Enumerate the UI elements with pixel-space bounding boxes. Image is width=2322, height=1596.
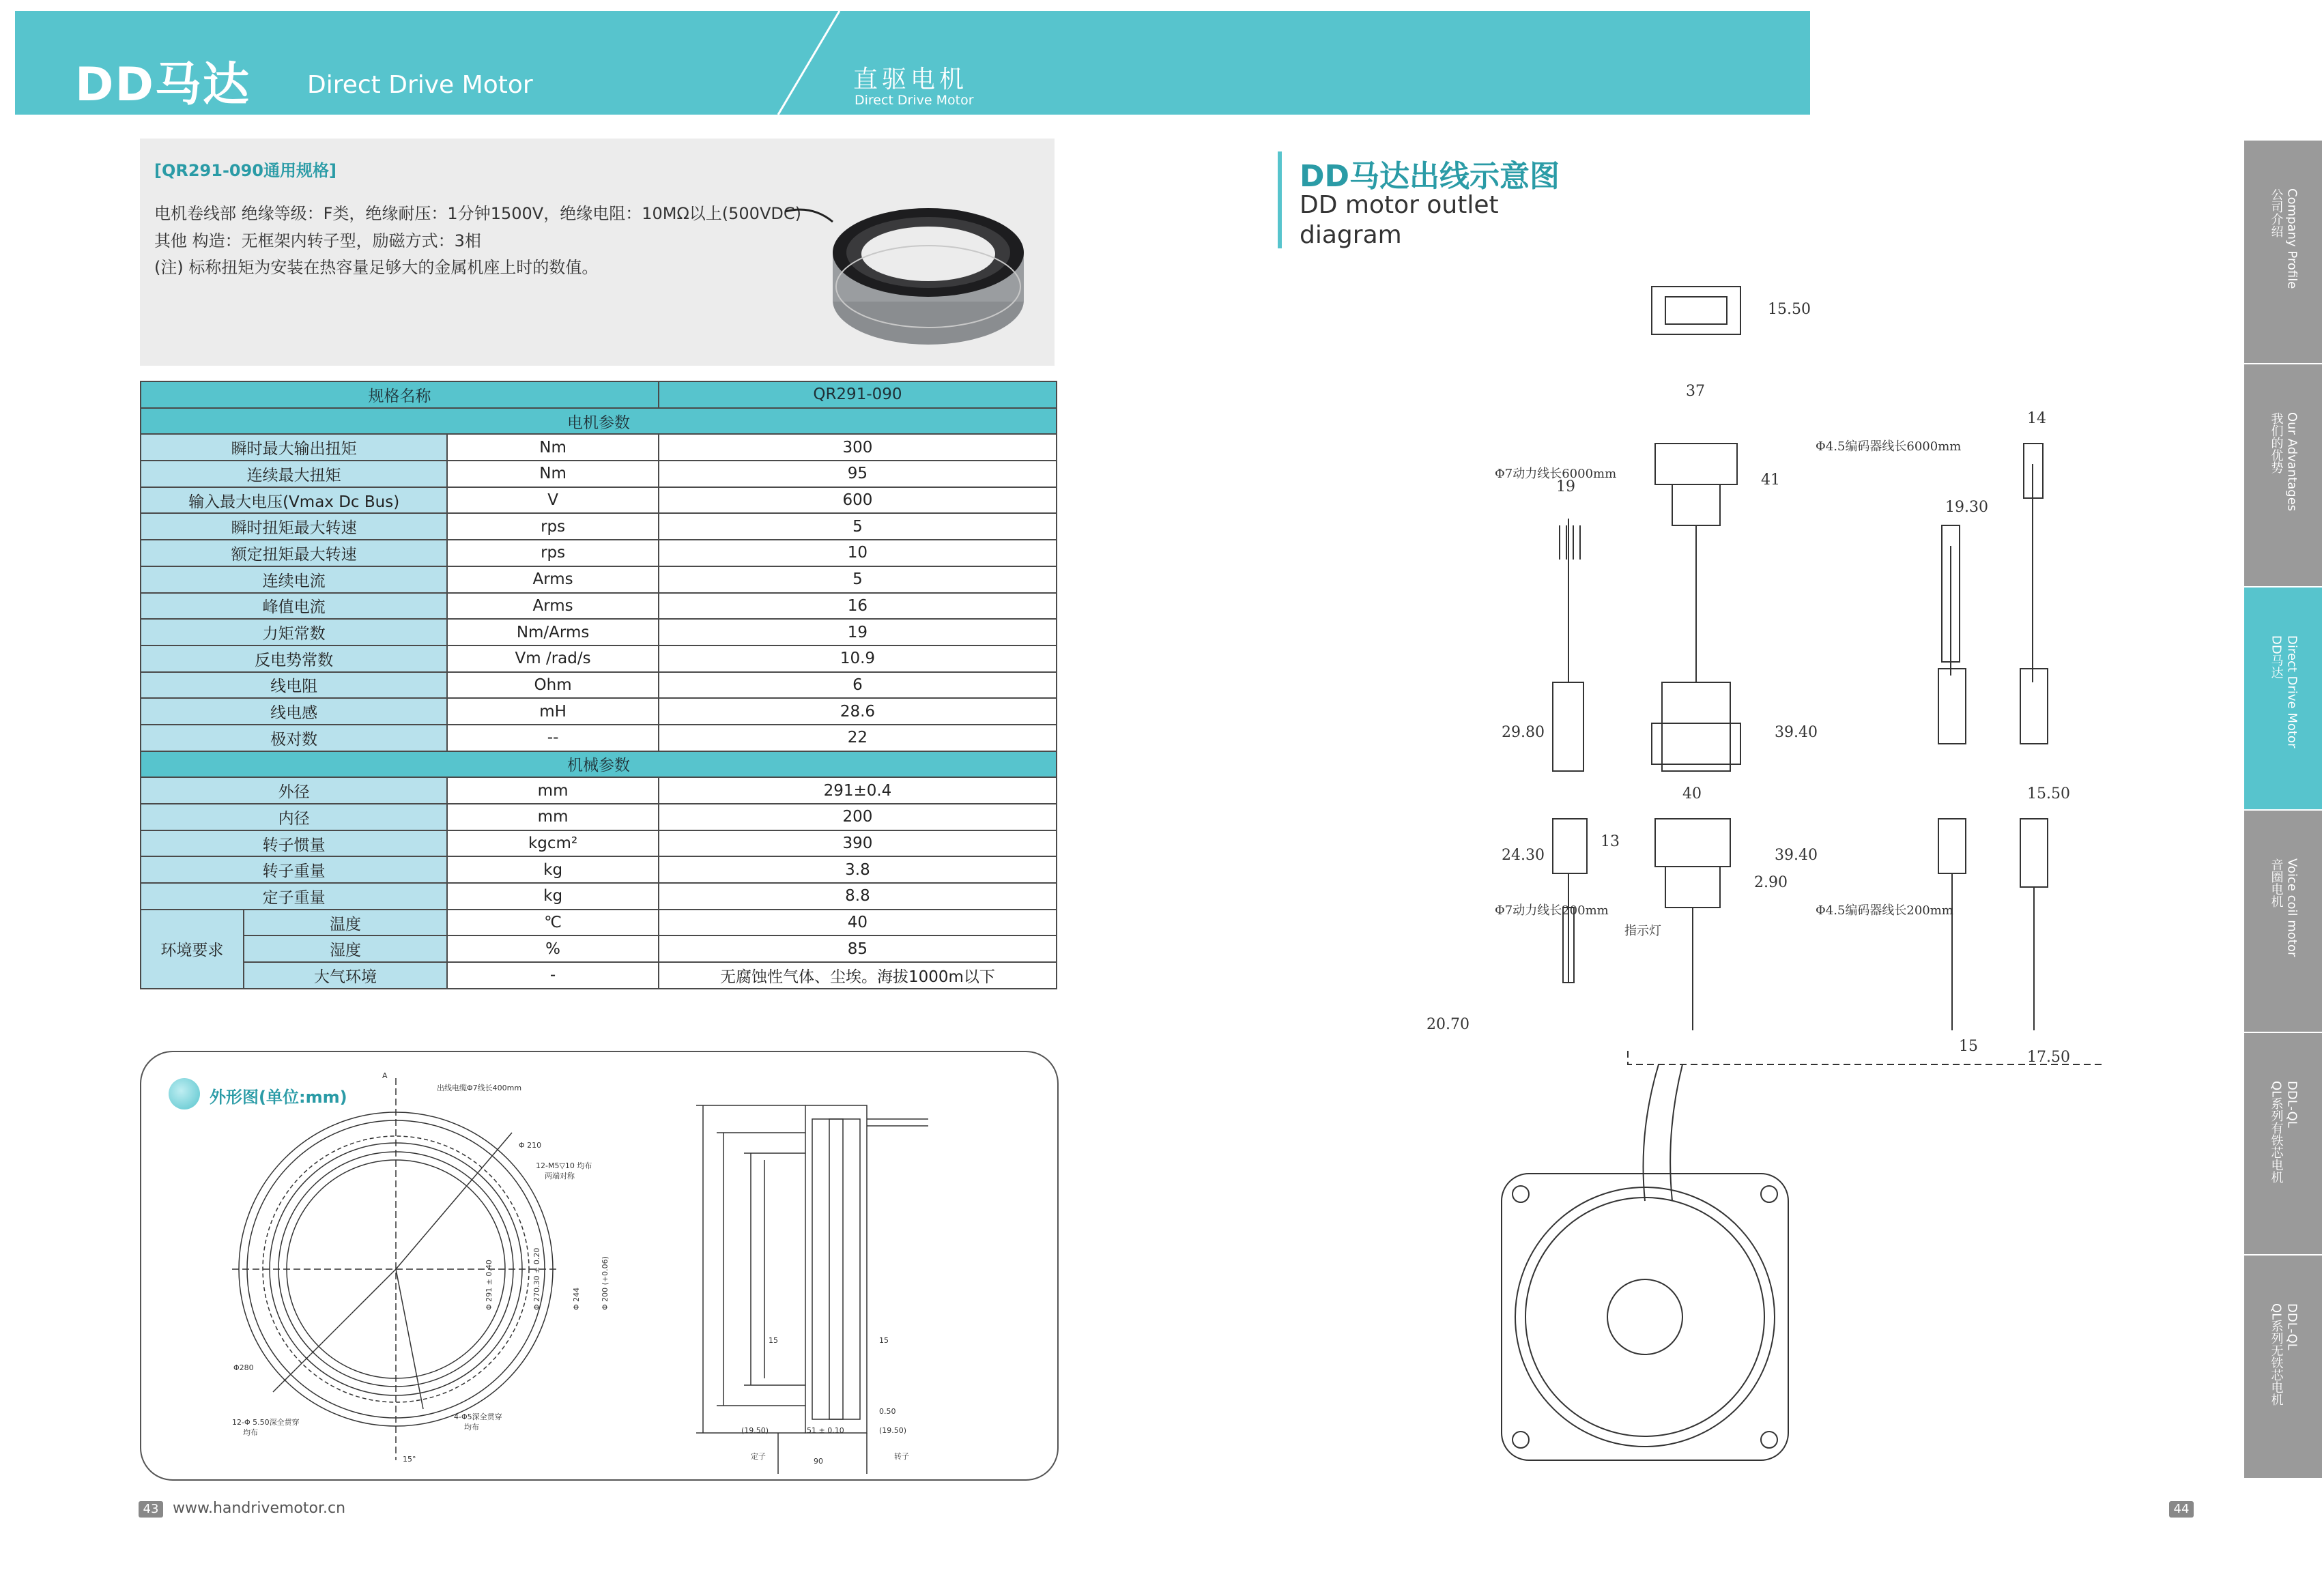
section-row-mechanical	[141, 751, 1057, 778]
note-d280: Φ280	[233, 1363, 254, 1372]
param-name: 大气环境	[244, 962, 448, 989]
param-name: 湿度	[244, 935, 448, 962]
col-header-name: 规格名称	[141, 381, 659, 408]
dim-20-70: 20.70	[1427, 1016, 1470, 1033]
side-tab-en: Our Advantages	[2284, 412, 2299, 512]
side-tab-cn: DD马达	[2269, 635, 2284, 679]
dim-13: 13	[1601, 833, 1620, 850]
outlet-diagram	[1420, 259, 2143, 1474]
param-name: 转子惯量	[141, 830, 447, 857]
param-unit: mm	[447, 777, 659, 804]
table-row	[141, 856, 1057, 883]
table-row	[141, 619, 1057, 645]
encoder-cable-label-2: Φ4.5编码器线长200mm	[1816, 903, 1953, 918]
side-tab-ql-iron-core[interactable]	[2244, 1033, 2322, 1256]
param-unit: Nm	[447, 434, 659, 461]
table-row	[141, 513, 1057, 540]
param-value: 291±0.4	[659, 777, 1057, 804]
param-value: 5	[659, 513, 1057, 540]
note-s51: 51 ± 0.10	[807, 1426, 844, 1435]
header-right-subtitle: Direct Drive Motor	[855, 93, 974, 108]
param-name: 输入最大电压(Vmax Dc Bus)	[141, 487, 447, 514]
spec-line-insulation: 电机卷线部 绝缘等级：F类，绝缘耐压：1分钟1500V，绝缘电阻：10MΩ以上(500VDC)	[154, 204, 801, 223]
title-accent-bar	[1278, 151, 1282, 248]
param-unit: kgcm²	[447, 830, 659, 857]
side-tab-voice-coil-motor[interactable]	[2244, 811, 2322, 1033]
side-tab-en: DDL-QL	[2284, 1081, 2299, 1128]
side-tab-cn: 公司介绍	[2269, 188, 2284, 237]
page-number-left: 43	[139, 1501, 163, 1518]
param-name: 线电感	[141, 698, 447, 725]
param-value: 6	[659, 672, 1057, 699]
table-header-row	[141, 381, 1057, 408]
note-s1950b: (19.50)	[879, 1426, 907, 1435]
dim-24-30: 24.30	[1502, 847, 1545, 864]
section-row-motor	[141, 408, 1057, 435]
param-unit: %	[447, 935, 659, 962]
website-link[interactable]: www.handrivemotor.cn	[173, 1500, 346, 1517]
spec-table	[140, 381, 1057, 989]
param-name: 线电阻	[141, 672, 447, 699]
table-row	[141, 830, 1057, 857]
header-subtitle: Direct Drive Motor	[307, 71, 533, 99]
note-cable: 出线电缆Φ7线长400mm	[437, 1084, 522, 1092]
dim-29-80: 29.80	[1502, 724, 1545, 741]
param-unit: Arms	[447, 566, 659, 593]
table-row	[141, 725, 1057, 751]
note-m5b: 两端对称	[545, 1172, 575, 1180]
side-tab-cn: 音圈电机	[2269, 858, 2284, 908]
param-unit: Vm /rad/s	[447, 645, 659, 672]
param-unit: rps	[447, 540, 659, 566]
side-tab-cn: QL系列无铁芯电机	[2269, 1303, 2284, 1406]
power-cable-label-2: Φ7动力线长200mm	[1495, 903, 1609, 918]
param-unit: -	[447, 962, 659, 989]
outlet-diagram-subtitle-line2: diagram	[1300, 221, 1402, 249]
side-tab-ql-ironless[interactable]	[2244, 1256, 2322, 1479]
table-row	[141, 804, 1057, 830]
note-d244: Φ 244	[572, 1287, 581, 1310]
dim-15: 15	[1959, 1038, 1978, 1055]
dim-41: 41	[1761, 471, 1780, 489]
note-d5b: 均布	[464, 1423, 479, 1432]
param-value: 40	[659, 910, 1057, 936]
param-value: 85	[659, 935, 1057, 962]
encoder-cable-label: Φ4.5编码器线长6000mm	[1816, 439, 1962, 454]
param-value: 200	[659, 804, 1057, 830]
side-tab-en: Company Profile	[2284, 188, 2299, 289]
motor-photo	[785, 184, 1031, 351]
dim-14: 14	[2027, 410, 2046, 427]
param-value: 16	[659, 593, 1057, 620]
note-d270: Φ 270.30 ± 0.20	[532, 1247, 541, 1310]
note-deg15: 15°	[403, 1455, 416, 1464]
dim-39-40-a: 39.40	[1775, 724, 1818, 741]
bullet-icon	[169, 1078, 200, 1109]
param-unit: Ohm	[447, 672, 659, 699]
power-cable-label: Φ7动力线长6000mm	[1495, 467, 1617, 481]
param-name: 峰值电流	[141, 593, 447, 620]
param-unit: Nm	[447, 461, 659, 487]
param-name: 连续电流	[141, 566, 447, 593]
param-unit: rps	[447, 513, 659, 540]
param-value: 8.8	[659, 883, 1057, 910]
page-number-right: 44	[2169, 1501, 2194, 1518]
param-name: 瞬时最大输出扭矩	[141, 434, 447, 461]
section-label: 电机参数	[141, 408, 1057, 435]
side-tab-cn: QL系列有铁芯电机	[2269, 1081, 2284, 1184]
side-tab-cn: 我们的优势	[2269, 412, 2284, 474]
param-name: 瞬时扭矩最大转速	[141, 513, 447, 540]
env-group-label: 环境要求	[141, 910, 244, 989]
param-unit: mm	[447, 804, 659, 830]
note-s15b: 15	[879, 1336, 889, 1345]
param-value: 3.8	[659, 856, 1057, 883]
note-s1950a: (19.50)	[741, 1426, 769, 1435]
outlet-diagram-title: DD马达出线示意图	[1300, 159, 1560, 194]
table-row	[141, 540, 1057, 566]
spec-line-note: (注) 标称扭矩为安装在热容量足够大的金属机座上时的数值。	[154, 258, 599, 277]
col-header-model: QR291-090	[659, 381, 1057, 408]
note-section-a: A	[382, 1071, 388, 1080]
table-row	[141, 566, 1057, 593]
param-name: 温度	[244, 910, 448, 936]
param-name: 力矩常数	[141, 619, 447, 645]
side-tab-direct-drive-motor[interactable]	[2244, 587, 2322, 811]
outline-drawing	[218, 1064, 942, 1474]
table-row	[141, 910, 1057, 936]
dim-40: 40	[1682, 785, 1702, 802]
table-row	[141, 434, 1057, 461]
general-spec-heading: [QR291-090通用规格]	[154, 161, 336, 180]
param-value: 28.6	[659, 698, 1057, 725]
param-value: 600	[659, 487, 1057, 514]
section-label: 机械参数	[141, 751, 1057, 778]
param-value: 5	[659, 566, 1057, 593]
param-name: 反电势常数	[141, 645, 447, 672]
param-unit: --	[447, 725, 659, 751]
table-row	[141, 962, 1057, 989]
note-s15a: 15	[769, 1336, 778, 1345]
note-d550b: 均布	[243, 1428, 258, 1437]
note-stator: 定子	[751, 1452, 766, 1461]
table-row	[141, 461, 1057, 487]
param-name: 内径	[141, 804, 447, 830]
param-unit: mH	[447, 698, 659, 725]
spec-line-structure: 其他 构造：无框架内转子型，励磁方式：3相	[154, 231, 481, 250]
note-d291: Φ 291 ± 0.40	[485, 1260, 493, 1310]
dim-15-50: 15.50	[1768, 301, 1811, 318]
param-name: 连续最大扭矩	[141, 461, 447, 487]
param-unit: Arms	[447, 593, 659, 620]
param-value: 19	[659, 619, 1057, 645]
param-name: 转子重量	[141, 856, 447, 883]
param-value: 10	[659, 540, 1057, 566]
param-name: 额定扭矩最大转速	[141, 540, 447, 566]
table-row	[141, 593, 1057, 620]
table-row	[141, 672, 1057, 699]
param-name: 外径	[141, 777, 447, 804]
param-value: 95	[659, 461, 1057, 487]
dim-17-50: 17.50	[2027, 1049, 2070, 1066]
table-row	[141, 645, 1057, 672]
side-tab-our-advantages[interactable]	[2244, 364, 2322, 587]
header-right-title: 直驱电机	[853, 66, 969, 93]
param-unit: ℃	[447, 910, 659, 936]
note-rotor: 转子	[894, 1452, 909, 1461]
dim-15-50-b: 15.50	[2027, 785, 2070, 802]
note-d210: Φ 210	[519, 1141, 542, 1150]
note-d5: 4-Φ5深全贯穿	[454, 1412, 502, 1421]
param-value: 无腐蚀性气体、尘埃。海拔1000m以下	[659, 962, 1057, 989]
dim-19: 19	[1556, 478, 1575, 495]
side-tab-en: Direct Drive Motor	[2284, 635, 2299, 749]
param-name: 定子重量	[141, 883, 447, 910]
note-m5: 12-M5▽10 均布	[536, 1161, 592, 1170]
header-title: DD马达	[75, 58, 250, 112]
table-row	[141, 487, 1057, 514]
note-s050: 0.50	[879, 1407, 896, 1416]
dim-19-30: 19.30	[1945, 499, 1988, 516]
table-row	[141, 935, 1057, 962]
outlet-diagram-subtitle-line1: DD motor outlet	[1300, 191, 1499, 219]
param-value: 390	[659, 830, 1057, 857]
param-unit: Nm/Arms	[447, 619, 659, 645]
param-name: 极对数	[141, 725, 447, 751]
param-value: 22	[659, 725, 1057, 751]
dim-2-90: 2.90	[1754, 874, 1788, 891]
param-value: 10.9	[659, 645, 1057, 672]
outline-drawing-title: 外形图(单位:mm)	[210, 1088, 347, 1107]
table-row	[141, 777, 1057, 804]
param-unit: kg	[447, 856, 659, 883]
table-row	[141, 883, 1057, 910]
side-tab-company-profile[interactable]	[2244, 141, 2322, 364]
param-unit: V	[447, 487, 659, 514]
param-unit: kg	[447, 883, 659, 910]
table-row	[141, 698, 1057, 725]
side-tab-en: Voice coil motor	[2284, 858, 2299, 957]
param-value: 300	[659, 434, 1057, 461]
dim-37: 37	[1686, 383, 1705, 400]
dim-39-40-b: 39.40	[1775, 847, 1818, 864]
note-d550: 12-Φ 5.50深全贯穿	[232, 1418, 300, 1427]
side-tab-en: DDL-QL	[2284, 1303, 2299, 1350]
note-s90: 90	[814, 1457, 823, 1466]
indicator-label: 指示灯	[1624, 924, 1661, 938]
note-d200: Φ 200 (+0.06)	[601, 1256, 610, 1310]
header-divider	[771, 11, 853, 115]
